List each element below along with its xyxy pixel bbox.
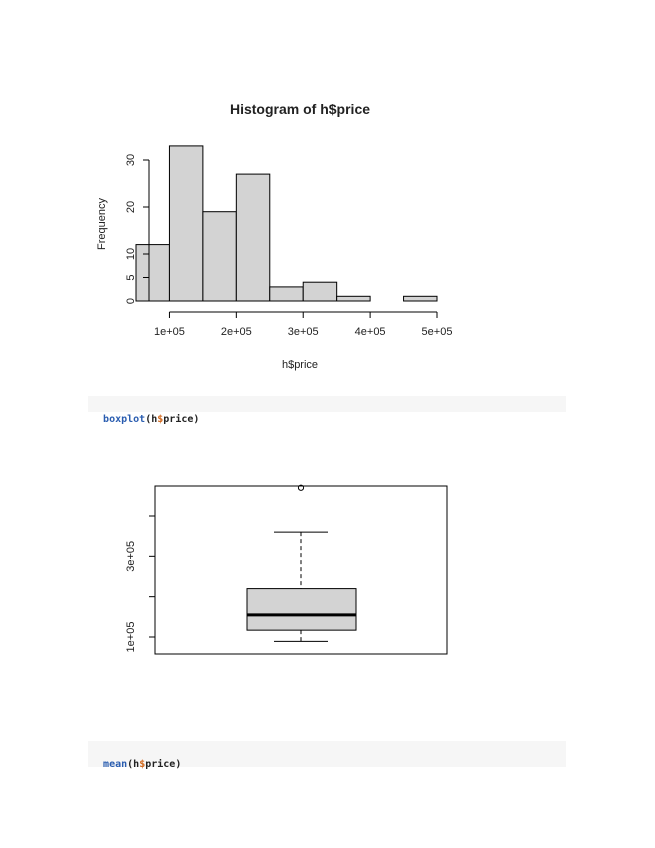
code-dollar: $ bbox=[139, 759, 146, 770]
histogram-y-label: Frequency bbox=[96, 198, 108, 250]
code-dollar: $ bbox=[157, 414, 164, 425]
histogram-x-tick-label: 4e+05 bbox=[354, 326, 386, 338]
boxplot-frame bbox=[155, 486, 447, 654]
histogram-x-tick-label: 2e+05 bbox=[220, 326, 252, 338]
code-args-rest: price) bbox=[145, 759, 182, 770]
histogram-bar bbox=[203, 212, 236, 301]
histogram-bar bbox=[337, 296, 370, 301]
histogram-x-axis bbox=[154, 312, 452, 338]
histogram-y-tick-label: 20 bbox=[125, 200, 137, 214]
histogram-bar bbox=[303, 282, 336, 301]
histogram-y-tick-label: 10 bbox=[125, 247, 137, 261]
histogram-chart bbox=[0, 0, 655, 390]
code-line-mean bbox=[88, 741, 566, 770]
code-args-rest: price) bbox=[163, 414, 200, 425]
boxplot-y-axis bbox=[125, 516, 155, 652]
boxplot-outlier bbox=[298, 485, 303, 490]
histogram-x-tick-label: 1e+05 bbox=[153, 326, 185, 338]
histogram-y-tick-label: 30 bbox=[125, 153, 137, 167]
histogram-bar bbox=[236, 174, 269, 301]
histogram-bar bbox=[270, 287, 303, 301]
histogram-x-tick-label: 3e+05 bbox=[287, 326, 319, 338]
code-args: (h bbox=[145, 414, 158, 425]
code-function-name: mean bbox=[103, 759, 128, 770]
code-line-boxplot bbox=[88, 396, 566, 425]
histogram-x-label: h$price bbox=[281, 359, 319, 371]
histogram-y-tick-label: 0 bbox=[125, 297, 137, 305]
histogram-bar bbox=[404, 296, 437, 301]
boxplot-y-tick-label: 1e+05 bbox=[125, 621, 137, 653]
histogram-title: Histogram of h$price bbox=[229, 101, 371, 117]
histogram-bars bbox=[136, 146, 437, 301]
histogram-bar bbox=[136, 245, 169, 301]
boxplot-box bbox=[247, 589, 356, 631]
code-function-name: boxplot bbox=[103, 414, 146, 425]
code-args: (h bbox=[127, 759, 140, 770]
histogram-bar bbox=[169, 146, 202, 301]
histogram-y-tick-label: 5 bbox=[125, 274, 137, 281]
histogram-x-tick-label: 5e+05 bbox=[421, 326, 453, 338]
boxplot-body bbox=[247, 485, 356, 641]
boxplot-y-tick-label: 3e+05 bbox=[125, 540, 137, 572]
